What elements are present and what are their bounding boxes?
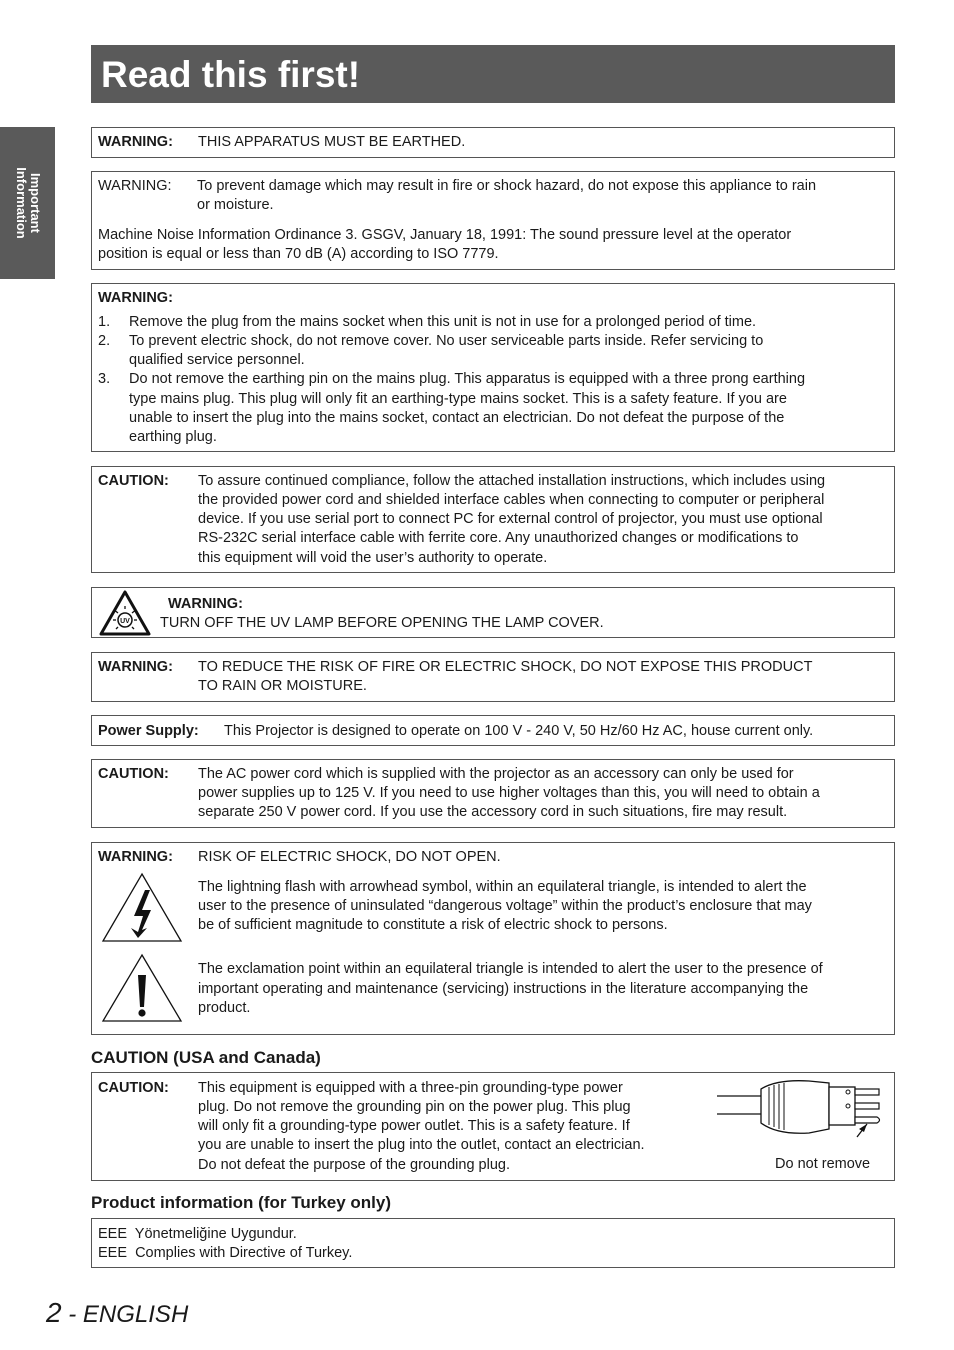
page-title: Read this first!: [101, 54, 361, 95]
warning-earthed-box: [91, 127, 895, 158]
caution-label: CAUTION:: [98, 1080, 169, 1096]
caution-usa-box: [91, 1072, 895, 1181]
power-supply-text: This Projector is designed to operate on 100 V - 240 V, 50 Hz/60 Hz AC, house current only.: [224, 723, 814, 739]
caution-text-line: power supplies up to 125 V. If you need to use higher voltages than this, you will need to obtain a: [198, 785, 820, 801]
list-item: qualified service personnel.: [129, 352, 305, 368]
list-number: 1.: [98, 314, 111, 330]
caution-text-line: RS-232C serial interface cable with ferrite core. Any unauthorized changes or modifications to: [198, 530, 799, 546]
page-number: 2: [46, 1297, 62, 1328]
warning-uv-box: [91, 587, 895, 638]
caution-text-line: you are unable to insert the plug into the outlet, contact an electrician.: [198, 1137, 645, 1153]
exclamation-text-line: product.: [198, 1000, 251, 1016]
power-supply-box: [91, 715, 895, 746]
warning-label: WARNING:: [98, 290, 173, 306]
warning-heading: RISK OF ELECTRIC SHOCK, DO NOT OPEN.: [198, 849, 501, 865]
turkey-text-line: EEE Yönetmeliğine Uygundur.: [98, 1226, 297, 1242]
list-item: unable to insert the plug into the mains socket, contact an electrician. Do not defeat the purpose of the: [129, 410, 785, 426]
exclamation-text-line: important operating and maintenance (servicing) instructions in the literature accompanying the: [198, 981, 809, 997]
page-footer: [46, 1298, 188, 1330]
usa-canada-heading: CAUTION (USA and Canada): [91, 1048, 321, 1067]
warning-label: WARNING:: [98, 849, 173, 865]
footer-language: - ENGLISH: [61, 1301, 189, 1328]
grounding-plug-icon: [717, 1077, 883, 1143]
exclamation-text-line: The exclamation point within an equilateral triangle is intended to alert the user to the presence of: [198, 961, 823, 977]
warning-label: WARNING:: [98, 659, 173, 675]
caution-text-line: To assure continued compliance, follow the attached installation instructions, which includes using: [198, 473, 826, 489]
uv-icon-text: UV: [120, 618, 130, 625]
exclamation-triangle-icon: [101, 953, 183, 1023]
caution-text-line: separate 250 V power cord. If you use the accessory cord in such situations, fire may result.: [198, 804, 788, 820]
caution-text-line: The AC power cord which is supplied with the projector as an accessory can only be used for: [198, 766, 794, 782]
list-item: earthing plug.: [129, 429, 217, 445]
warning-text-line: TO RAIN OR MOISTURE.: [198, 678, 367, 694]
list-item: type mains plug. This plug will only fit an earthing-type mains socket. This is a safety feature. If you are: [129, 391, 787, 407]
caution-label: CAUTION:: [98, 473, 169, 489]
warning-text: TURN OFF THE UV LAMP BEFORE OPENING THE LAMP COVER.: [160, 615, 604, 631]
noise-text-line: Machine Noise Information Ordinance 3. GSGV, January 18, 1991: The sound pressure level at the operator: [98, 227, 792, 243]
title-bar: [91, 45, 895, 103]
side-tab-important-information[interactable]: [0, 127, 55, 279]
list-number: 3.: [98, 371, 111, 387]
power-supply-label: Power Supply:: [98, 723, 199, 739]
list-number: 2.: [98, 333, 111, 349]
lightning-text-line: be of sufficient magnitude to constitute a risk of electric shock to persons.: [198, 917, 668, 933]
warning-mains-box: [91, 283, 895, 452]
caution-cord-box: [91, 759, 895, 828]
caution-text-line: the provided power cord and shielded interface cables when connecting to computer or peripheral: [198, 492, 825, 508]
warning-text-line: To prevent damage which may result in fire or shock hazard, do not expose this appliance to rain: [197, 178, 817, 194]
lightning-text-line: The lightning flash with arrowhead symbol, within an equilateral triangle, is intended to alert the: [198, 879, 807, 895]
caution-compliance-box: [91, 466, 895, 573]
lightning-triangle-icon: [101, 872, 183, 943]
warning-rain-box: [91, 652, 895, 702]
warning-text-line: or moisture.: [197, 197, 274, 213]
side-tab-label: Important Information: [13, 167, 43, 239]
caution-text-line: Do not defeat the purpose of the grounding plug.: [198, 1157, 510, 1173]
turkey-heading: Product information (for Turkey only): [91, 1193, 392, 1212]
warning-fire-box: [91, 171, 895, 270]
lightning-text-line: user to the presence of uninsulated “dangerous voltage” within the product’s enclosure that may: [198, 898, 812, 914]
list-item: Remove the plug from the mains socket when this unit is not in use for a prolonged period of time.: [129, 314, 757, 330]
caution-text-line: This equipment is equipped with a three-pin grounding-type power: [198, 1080, 623, 1096]
warning-label: WARNING:: [98, 134, 173, 150]
noise-text-line: position is equal or less than 70 dB (A) according to ISO 7779.: [98, 246, 499, 262]
list-item: To prevent electric shock, do not remove cover. No user serviceable parts inside. Refer servicing to: [129, 333, 764, 349]
warning-text-line: TO REDUCE THE RISK OF FIRE OR ELECTRIC SHOCK, DO NOT EXPOSE THIS PRODUCT: [198, 659, 813, 675]
caution-text-line: will only fit a grounding-type power outlet. This is a safety feature. If: [198, 1118, 630, 1134]
warning-shock-box: [91, 842, 895, 1035]
turkey-info-box: [91, 1218, 895, 1268]
plug-caption: Do not remove: [775, 1156, 871, 1172]
list-item: Do not remove the earthing pin on the mains plug. This apparatus is equipped with a three prong earthing: [129, 371, 806, 387]
turkey-text-line: EEE Complies with Directive of Turkey.: [98, 1245, 353, 1261]
caution-text-line: device. If you use serial port to connect PC for external control of projector, you must use optional: [198, 511, 823, 527]
warning-label: WARNING:: [98, 178, 172, 194]
caution-label: CAUTION:: [98, 766, 169, 782]
caution-text-line: this equipment will void the user’s authority to operate.: [198, 550, 548, 566]
warning-text: THIS APPARATUS MUST BE EARTHED.: [198, 134, 466, 150]
uv-warning-icon: [99, 590, 151, 636]
caution-text-line: plug. Do not remove the grounding pin on the power plug. This plug: [198, 1099, 631, 1115]
warning-label: WARNING:: [168, 596, 243, 612]
